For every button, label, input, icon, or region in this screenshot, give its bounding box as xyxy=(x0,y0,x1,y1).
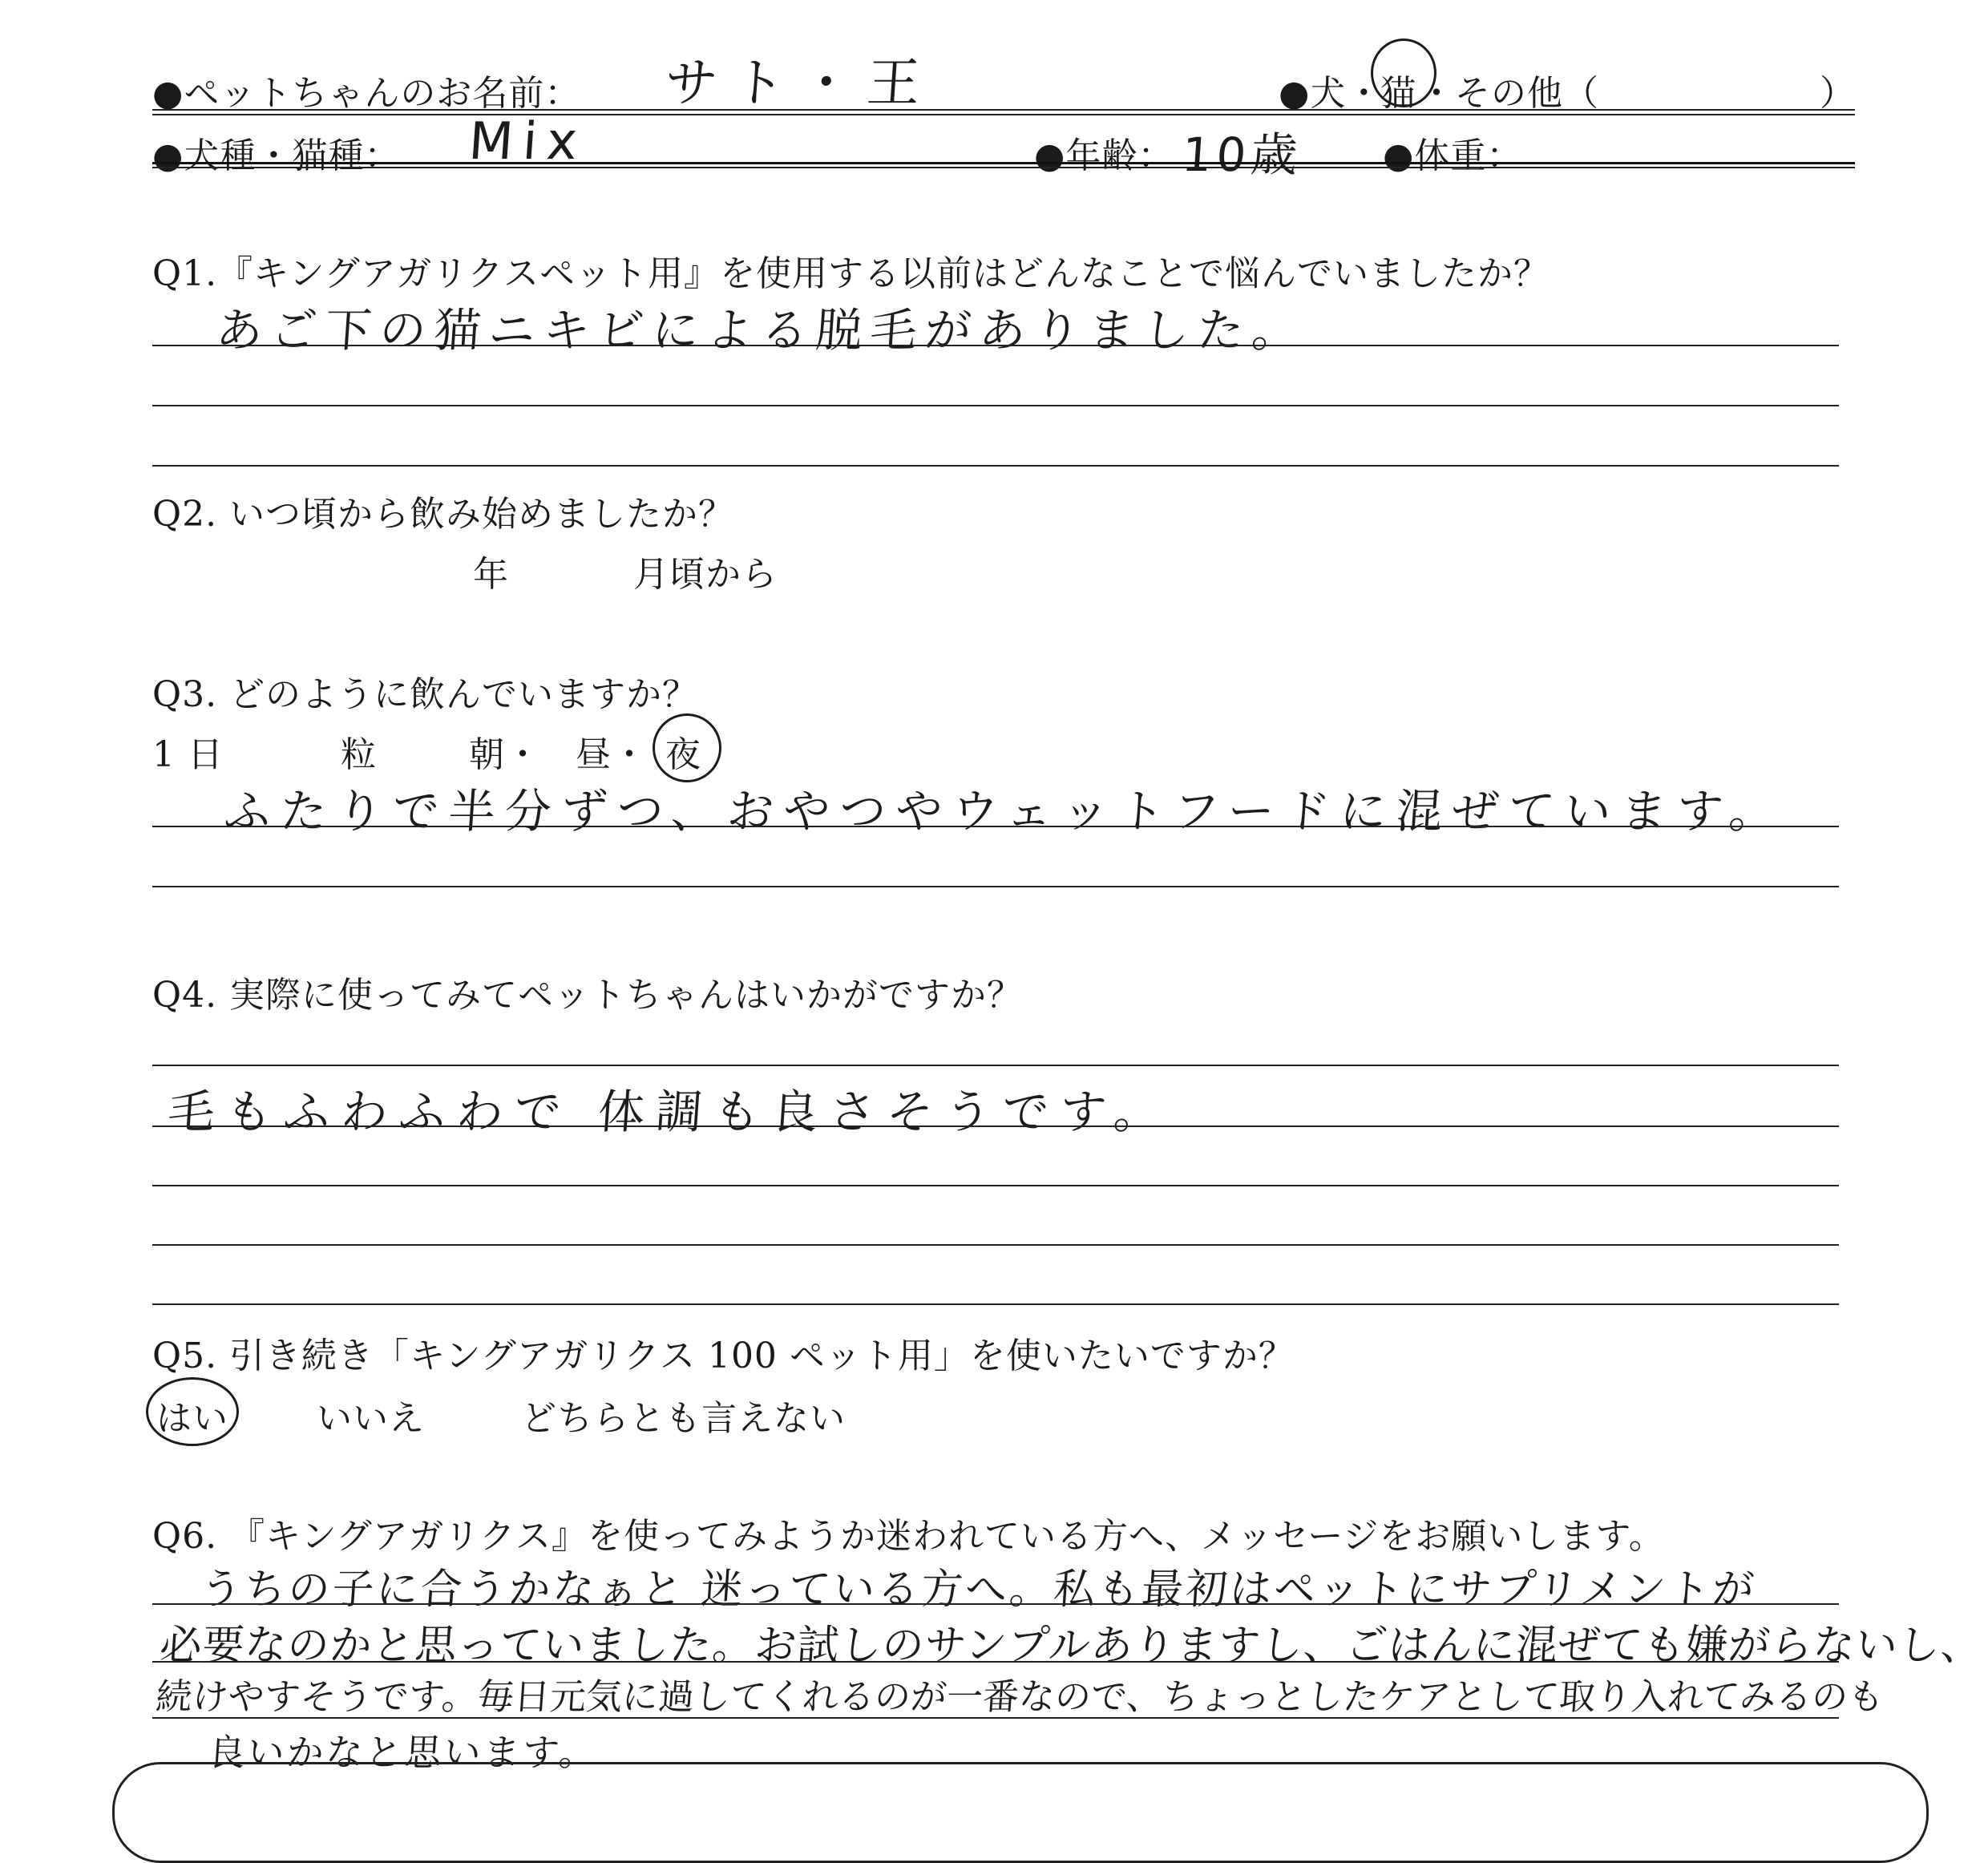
q6-answer-line-3: 続けやすそうです。毎日元気に過してくれるのが一番なので、ちょっとしたケアとして取り入れてみるのも xyxy=(154,1675,1886,1718)
q5-yes-option: はい xyxy=(156,1398,228,1439)
q1-question: Q1.『キングアガリクスペット用』を使用する以前はどんなことで悩んでいましたか？ xyxy=(152,253,1550,294)
q1-line-1 xyxy=(152,345,1839,346)
q2-question: Q2. いつ頃から飲み始めましたか？ xyxy=(152,494,735,535)
age-label: ●年齢： xyxy=(1034,135,1174,176)
q1-answer: あご下の猫ニキビによる脱毛がありました。 xyxy=(214,303,1309,358)
bottom-rounded-frame xyxy=(112,1762,1929,1863)
header-rule-1 xyxy=(152,109,1855,111)
q4-line-3 xyxy=(152,1185,1839,1186)
q3-grain: 粒 xyxy=(341,734,377,775)
q3-line-2 xyxy=(152,886,1839,887)
q3-question: Q3. どのように飲んでいますか？ xyxy=(152,674,699,715)
q6-answer-line-2: 必要なのかと思っていました。お試しのサンプルありますし、ごはんに混ぜても嫌がらないし、 xyxy=(158,1622,1986,1670)
q6-question: Q6. 『キングアガリクス』を使ってみようか迷われている方へ、メッセージをお願いします。 xyxy=(152,1516,1665,1557)
q2-year-label: 年 xyxy=(473,554,509,595)
header-rule-1b xyxy=(152,114,1855,115)
q6-answer-line-1: うちの子に合うかなぁと 迷っている方へ。私も最初はペットにサプリメントが xyxy=(198,1566,1759,1614)
q2-month-label: 月頃から xyxy=(633,554,778,595)
species-cat-label: 猫 xyxy=(1380,73,1416,114)
pet-name-value: サト・王 xyxy=(662,52,937,114)
q1-line-3 xyxy=(152,465,1839,467)
header-rule-2 xyxy=(152,162,1855,164)
q4-line-2 xyxy=(152,1125,1839,1127)
q4-line-5 xyxy=(152,1303,1839,1305)
q4-question: Q4. 実際に使ってみてペットちゃんはいかがですか？ xyxy=(152,975,1024,1016)
q6-line-3 xyxy=(152,1717,1839,1719)
q4-line-4 xyxy=(152,1244,1839,1246)
species-dog-label: ●犬・ xyxy=(1279,73,1383,114)
q3-night: 夜 xyxy=(665,734,701,775)
age-value: 10歳 xyxy=(1180,127,1304,182)
q3-night-selected-circle xyxy=(653,713,721,782)
q6-line-1 xyxy=(152,1603,1839,1605)
weight-label: ●体重： xyxy=(1383,135,1523,176)
q4-line-1 xyxy=(152,1065,1839,1066)
q6-line-2 xyxy=(152,1661,1839,1663)
species-other-close: ） xyxy=(1820,73,1856,114)
q5-unsure-option: どちらとも言えない xyxy=(521,1398,846,1439)
q3-line-1 xyxy=(152,826,1839,827)
q3-per-day: 1 日 xyxy=(152,734,224,775)
q5-no-option: いいえ xyxy=(317,1398,425,1439)
breed-label: ●犬種・猫種： xyxy=(152,135,401,176)
q4-answer: 毛もふわふわで 体調も良さそうです。 xyxy=(166,1085,1174,1139)
q6-answer-line-4: 良いかなと思います。 xyxy=(206,1731,600,1774)
q3-answer: ふたりで半分ずつ、おやつやウェットフードに混ぜています。 xyxy=(222,784,1788,839)
q5-yes-selected-circle xyxy=(146,1377,239,1446)
species-other-label: ・その他（ xyxy=(1419,73,1599,114)
q3-noon: 昼・ xyxy=(576,734,648,775)
header-rule-2b xyxy=(152,167,1855,168)
q3-morning: 朝・ xyxy=(469,734,541,775)
q1-line-2 xyxy=(152,405,1839,406)
pet-name-label: ●ペットちゃんのお名前： xyxy=(152,73,581,114)
breed-value: Mix xyxy=(467,112,589,172)
q5-question: Q5. 引き続き「キングアガリクス 100 ペット用」を使いたいですか？ xyxy=(152,1336,1295,1376)
